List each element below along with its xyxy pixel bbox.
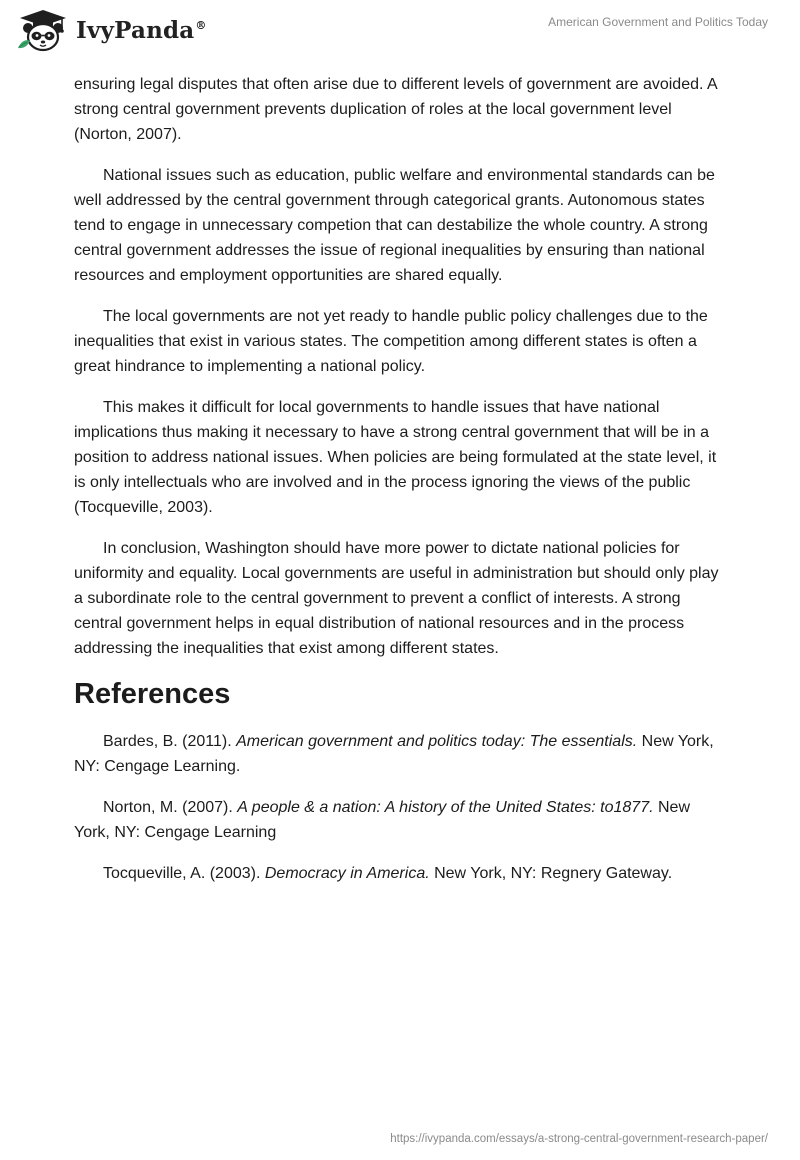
brand-name: IvyPanda®: [76, 16, 207, 44]
document-title: American Government and Politics Today: [548, 15, 768, 29]
essay-paragraph: In conclusion, Washington should have more power to dictate national policies for uniformity and equality. Local governments are useful in administration but should only play a subordinate role to the central government to prevent a conflict of interests. A strong central government helps in equal distribution of national resources and in the process addressing the inequalities that exist among different states.: [74, 540, 719, 657]
panda-graduate-icon: [14, 8, 72, 52]
reference-publisher: New York, NY: Cengage Learning: [74, 799, 690, 841]
essay-paragraph: This makes it difficult for local governments to handle issues that have national implications thus making it necessary to have a strong central government that will be in a position to address national issues. When policies are being formulated at the state level, it is only intellectuals who are involved and in the process ignoring the views of the public (Tocqueville, 2003).: [74, 399, 717, 516]
reference-publisher: New York, NY: Cengage Learning.: [74, 733, 714, 775]
source-url-link[interactable]: https://ivypanda.com/essays/a-strong-central-government-research-paper/: [390, 1133, 768, 1145]
reference-author-year: Bardes, B. (2011).: [103, 733, 237, 750]
essay-paragraph: ensuring legal disputes that often arise due to different levels of government are avoided. A strong central government prevents duplication of roles at the local government level (Norton, 2007).: [74, 76, 717, 143]
brand-logo[interactable]: [14, 8, 207, 52]
reference-title: American government and politics today: The essentials.: [236, 733, 638, 750]
reference-publisher: New York, NY: Regnery Gateway.: [429, 865, 673, 882]
essay-paragraph: The local governments are not yet ready to handle public policy challenges due to the inequalities that exist in various states. The competition among different states is often a great hindrance to implementing a national policy.: [74, 308, 708, 375]
reference-author-year: Norton, M. (2007).: [103, 799, 238, 816]
reference-item: [74, 729, 726, 779]
reference-item: [74, 861, 726, 886]
reference-title: Democracy in America.: [264, 865, 430, 882]
reference-item: [74, 795, 726, 845]
essay-paragraph: National issues such as education, public welfare and environmental standards can be well addressed by the central government through categorical grants. Autonomous states tend to engage in unnecessary competion that can destabilize the whole country. A strong central government addresses the issue of regional inequalities by ensuring than national resources and employment opportunities are shared equally.: [74, 167, 715, 284]
essay-content: [74, 72, 726, 902]
references-heading: References: [74, 678, 231, 710]
reference-author-year: Tocqueville, A. (2003).: [103, 865, 265, 882]
reference-title: A people & a nation: A history of the United States: to1877.: [237, 799, 654, 816]
page-header: [0, 0, 800, 60]
registered-trademark: ®: [195, 18, 207, 32]
